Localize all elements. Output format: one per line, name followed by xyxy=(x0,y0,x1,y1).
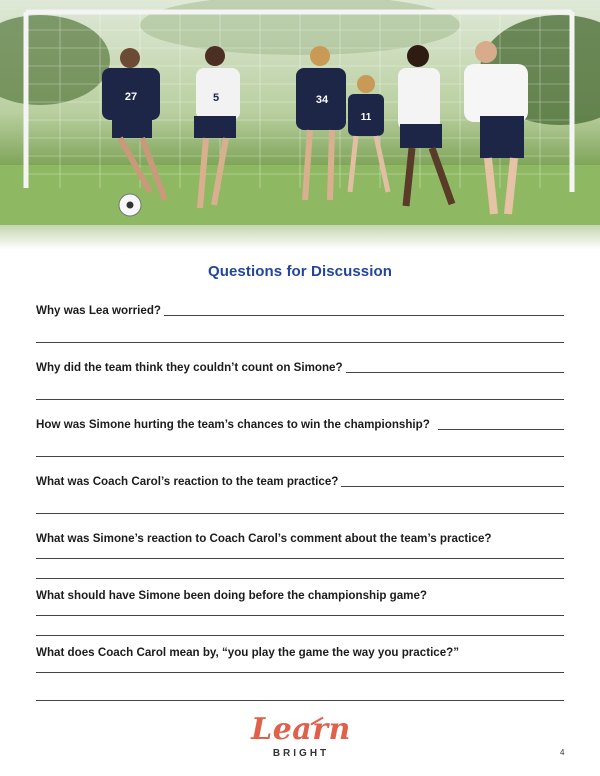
answer-line[interactable] xyxy=(36,672,564,673)
jersey-number: 27 xyxy=(124,91,138,103)
soccer-ball xyxy=(119,194,141,216)
answer-line[interactable] xyxy=(36,615,564,616)
hero-photo xyxy=(0,0,600,250)
jersey-number: 34 xyxy=(315,94,329,106)
answer-line[interactable] xyxy=(36,635,564,636)
soccer-practice-illustration xyxy=(0,0,600,250)
answer-line[interactable] xyxy=(438,429,564,430)
jersey-number: 5 xyxy=(212,92,220,104)
question-text: Why was Lea worried? xyxy=(36,304,161,317)
question-text: What was Simone’s reaction to Coach Carol’s comment about the team’s practice? xyxy=(36,532,492,545)
jersey-number: 11 xyxy=(360,112,372,123)
question-text: What does Coach Carol mean by, “you play the game the way you practice?” xyxy=(36,646,460,659)
answer-line[interactable] xyxy=(36,578,564,579)
learn-bright-logo xyxy=(246,714,356,766)
page-number: 4 xyxy=(560,748,565,757)
logo-subwordmark: BRIGHT xyxy=(272,748,330,759)
question-text: What was Coach Carol’s reaction to the team practice? xyxy=(36,475,339,488)
answer-line[interactable] xyxy=(36,399,564,400)
answer-line[interactable] xyxy=(36,456,564,457)
question-item xyxy=(36,359,564,375)
question-item xyxy=(36,530,564,546)
answer-line[interactable] xyxy=(36,700,564,701)
question-item xyxy=(36,416,564,432)
logo-wordmark: Learn xyxy=(251,712,351,747)
answer-line[interactable] xyxy=(164,315,564,316)
answer-line[interactable] xyxy=(346,372,564,373)
section-heading: Questions for Discussion xyxy=(207,263,393,280)
answer-line[interactable] xyxy=(36,513,564,514)
question-text: How was Simone hurting the team’s chances to win the championship? xyxy=(36,418,430,431)
question-item xyxy=(36,302,564,318)
question-item xyxy=(36,644,564,660)
answer-line[interactable] xyxy=(341,486,564,487)
question-text: Why did the team think they couldn’t count on Simone? xyxy=(36,361,343,374)
answer-line[interactable] xyxy=(36,558,564,559)
question-item xyxy=(36,473,564,489)
question-text: What should have Simone been doing before the championship game? xyxy=(36,589,428,602)
answer-line[interactable] xyxy=(36,342,564,343)
question-item xyxy=(36,587,564,603)
